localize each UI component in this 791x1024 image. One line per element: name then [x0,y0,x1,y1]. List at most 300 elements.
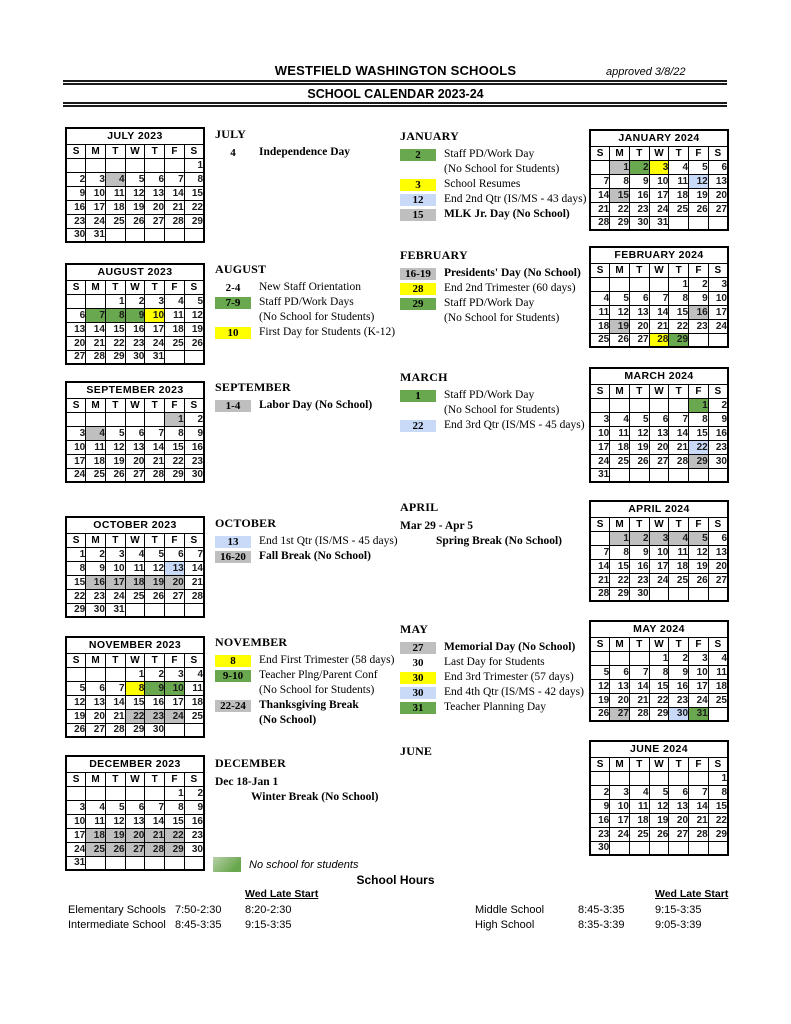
day-of-week-header: T [145,653,165,667]
day-cell [669,398,689,412]
day-cell: 16 [708,426,728,440]
day-cell: 2 [689,277,709,291]
school-hours-table-left [68,888,335,932]
day-cell [184,603,204,617]
day-cell [590,277,610,291]
day-cell: 3 [86,172,106,186]
day-cell: 22 [165,454,185,468]
day-cell [165,158,185,172]
day-cell: 21 [649,319,669,333]
events-august [215,262,403,341]
day-cell: 17 [66,454,86,468]
event-text: New Staff Orientation [259,281,361,293]
event-month-heading: MAY [400,622,429,636]
event-date: 8 [215,655,251,667]
event-date: 1-4 [215,400,251,412]
day-cell: 15 [610,559,630,573]
day-cell: 30 [184,842,204,856]
event-date: 12 [400,194,436,206]
calendar-july-2023 [65,127,205,243]
day-cell: 8 [125,681,145,695]
day-cell: 19 [184,322,204,336]
calendar-august-2023 [65,263,205,365]
day-cell: 25 [86,468,106,482]
event-row [215,296,403,309]
day-cell: 11 [708,665,728,679]
calendar-month-title: FEBRUARY 2024 [590,247,728,263]
day-cell: 10 [610,799,630,813]
event-text: (No School for Students) [444,163,560,175]
day-cell: 19 [105,454,125,468]
mini-calendar-table [589,620,729,722]
day-cell [649,277,669,291]
event-date: 3 [400,179,436,191]
day-cell: 22 [649,693,669,707]
event-row [400,178,588,191]
day-of-week-header: T [669,757,689,771]
day-cell: 29 [669,333,689,347]
day-cell: 28 [629,707,649,721]
day-cell: 25 [708,693,728,707]
day-cell: 11 [610,426,630,440]
day-of-week-header: T [629,757,649,771]
mini-calendar-table [65,636,205,738]
event-date: 4 [230,146,236,159]
calendar-month-title: JANUARY 2024 [590,130,728,146]
day-cell: 23 [125,336,145,350]
day-cell: 7 [629,665,649,679]
day-cell: 1 [708,771,728,785]
day-of-week-header: W [649,757,669,771]
day-cell [689,468,709,482]
no-school-legend-swatch [213,857,241,872]
day-cell: 26 [125,214,145,228]
day-cell [66,667,86,681]
day-cell: 4 [105,172,125,186]
day-cell: 16 [86,575,106,589]
event-row [215,669,403,682]
day-cell [184,350,204,364]
calendar-month-title: SEPTEMBER 2023 [66,382,204,398]
event-date: 22-24 [215,700,251,712]
day-of-week-header: S [708,146,728,160]
day-cell [669,771,689,785]
day-of-week-header: T [105,280,125,294]
day-cell [629,398,649,412]
event-text: Last Day for Students [444,656,545,668]
day-cell: 27 [708,202,728,216]
day-cell [590,651,610,665]
event-date: 2-4 [225,281,241,294]
day-cell: 14 [669,426,689,440]
event-date: 7-9 [215,297,251,309]
day-cell: 10 [165,681,185,695]
day-cell: 20 [629,319,649,333]
event-text: Fall Break (No School) [259,550,371,562]
day-cell: 20 [669,813,689,827]
event-row [400,297,588,310]
day-cell: 22 [689,440,709,454]
event-text: End First Trimester (58 days) [259,654,395,666]
day-cell [590,398,610,412]
day-cell: 13 [649,426,669,440]
event-row [215,326,403,339]
day-cell: 22 [105,336,125,350]
day-cell: 13 [86,695,106,709]
day-cell: 3 [590,412,610,426]
day-cell: 2 [66,172,86,186]
day-cell: 14 [629,679,649,693]
event-row [400,404,588,417]
day-cell: 16 [590,813,610,827]
day-cell: 3 [105,547,125,561]
school-name: WESTFIELD WASHINGTON SCHOOLS [274,63,517,78]
day-cell: 22 [125,709,145,723]
event-date: 30 [400,687,436,699]
day-cell: 6 [125,426,145,440]
calendar-june-2024 [589,740,729,856]
day-cell: 9 [689,291,709,305]
day-of-week-header: W [649,146,669,160]
day-cell: 12 [105,814,125,828]
event-month-heading: JUNE [400,744,433,758]
day-cell: 5 [145,547,165,561]
day-cell: 2 [669,651,689,665]
day-cell: 24 [105,589,125,603]
day-cell: 22 [669,319,689,333]
day-cell: 28 [649,333,669,347]
event-row [400,163,588,176]
events-february [400,248,588,327]
day-cell: 5 [629,412,649,426]
day-cell: 30 [629,216,649,230]
day-cell: 13 [708,174,728,188]
day-cell [145,158,165,172]
day-cell: 29 [165,468,185,482]
day-of-week-header: M [610,517,630,531]
day-cell: 30 [590,841,610,855]
day-cell: 17 [649,559,669,573]
day-cell [125,856,145,870]
day-cell: 28 [145,468,165,482]
day-cell: 9 [708,412,728,426]
events-march [400,370,588,434]
day-cell: 27 [629,333,649,347]
calendar-month-title: MARCH 2024 [590,368,728,384]
day-of-week-header: S [66,533,86,547]
day-cell: 1 [649,651,669,665]
day-cell: 25 [610,454,630,468]
event-row [215,311,403,324]
event-date: 31 [400,702,436,714]
day-cell: 23 [669,693,689,707]
school-hours-name: Middle School [475,904,545,916]
event-row [215,654,403,667]
day-cell: 19 [590,693,610,707]
day-cell: 17 [708,305,728,319]
day-cell: 8 [105,308,125,322]
day-cell: 14 [689,799,709,813]
event-row [400,656,588,669]
day-cell: 24 [66,842,86,856]
day-of-week-header: S [66,280,86,294]
day-cell: 14 [165,186,185,200]
day-cell: 5 [184,294,204,308]
day-cell [629,841,649,855]
day-cell: 6 [708,160,728,174]
event-row [400,208,588,221]
day-of-week-header: S [708,517,728,531]
day-cell: 20 [66,336,86,350]
mini-calendar-table [589,129,729,231]
day-cell: 23 [629,202,649,216]
day-cell: 17 [610,813,630,827]
day-cell [649,841,669,855]
day-cell: 23 [590,827,610,841]
event-text-line: Spring Break (No School) [436,535,562,547]
day-cell: 18 [86,828,106,842]
events-may [400,622,588,716]
day-of-week-header: T [105,772,125,786]
mini-calendar-table [65,127,205,243]
day-cell: 30 [86,603,106,617]
day-of-week-header: M [86,653,106,667]
day-cell: 16 [629,559,649,573]
day-cell: 19 [105,828,125,842]
day-cell: 3 [708,277,728,291]
event-text: End 2nd Qtr (IS/MS - 43 days) [444,193,587,205]
day-of-week-header: T [669,637,689,651]
day-cell: 6 [629,291,649,305]
event-date: 16-20 [215,551,251,563]
day-cell: 10 [66,440,86,454]
day-cell [105,856,125,870]
event-month-heading: JANUARY [400,129,459,143]
day-cell: 5 [125,172,145,186]
day-cell: 25 [86,842,106,856]
day-of-week-header: M [610,384,630,398]
day-of-week-header: T [669,384,689,398]
day-cell: 29 [689,454,709,468]
day-cell: 21 [86,336,106,350]
event-text: (No School for Students) [259,684,375,696]
day-cell: 9 [145,681,165,695]
wed-late-start-header: Wed Late Start [245,888,319,900]
day-cell: 27 [125,468,145,482]
day-of-week-header: M [86,144,106,158]
day-cell: 24 [708,319,728,333]
event-row [400,193,588,206]
day-of-week-header: M [86,533,106,547]
day-cell: 24 [649,573,669,587]
day-cell: 21 [669,440,689,454]
day-cell: 14 [590,188,610,202]
day-cell: 4 [165,294,185,308]
day-cell: 11 [165,308,185,322]
day-cell: 12 [125,186,145,200]
day-cell: 13 [125,440,145,454]
day-cell: 27 [649,454,669,468]
day-cell: 25 [669,573,689,587]
day-cell [125,603,145,617]
day-cell: 18 [125,575,145,589]
day-of-week-header: F [165,144,185,158]
day-cell [708,587,728,601]
day-cell: 12 [689,174,709,188]
event-month-heading: DECEMBER [215,756,286,770]
day-cell: 15 [669,305,689,319]
day-cell [125,228,145,242]
day-of-week-header: S [184,144,204,158]
day-cell: 29 [610,216,630,230]
day-cell: 13 [708,545,728,559]
day-cell: 24 [145,336,165,350]
event-row [215,550,403,563]
day-cell: 18 [184,695,204,709]
day-cell: 8 [610,545,630,559]
day-cell: 4 [669,531,689,545]
day-cell: 18 [669,559,689,573]
day-cell [708,707,728,721]
day-cell [669,216,689,230]
day-of-week-header: T [669,517,689,531]
day-cell [590,531,610,545]
day-cell: 2 [708,398,728,412]
day-of-week-header: S [66,398,86,412]
day-cell [669,587,689,601]
event-row [215,146,403,159]
day-cell: 21 [629,693,649,707]
school-hours-late: 9:05-3:39 [655,919,702,931]
day-cell: 27 [610,707,630,721]
day-cell: 7 [689,785,709,799]
approved-date: approved 3/8/22 [606,66,686,78]
day-cell: 22 [610,573,630,587]
event-row [400,671,588,684]
day-cell: 9 [590,799,610,813]
day-cell: 18 [86,454,106,468]
day-cell [165,603,185,617]
day-of-week-header: F [689,263,709,277]
day-cell: 6 [610,665,630,679]
events-december [215,756,403,805]
day-of-week-header: W [125,772,145,786]
day-of-week-header: S [708,637,728,651]
day-cell: 28 [590,587,610,601]
day-cell: 21 [165,200,185,214]
day-cell: 3 [165,667,185,681]
day-cell: 7 [145,800,165,814]
day-cell: 1 [125,667,145,681]
day-cell: 15 [165,440,185,454]
calendar-month-title: MAY 2024 [590,621,728,637]
day-cell [708,468,728,482]
day-cell: 19 [689,188,709,202]
calendar-march-2024 [589,367,729,483]
event-text: School Resumes [444,178,521,190]
mini-calendar-table [589,740,729,856]
calendar-september-2023 [65,381,205,483]
event-row [400,148,588,161]
day-cell: 6 [649,412,669,426]
day-cell: 19 [629,440,649,454]
day-cell: 24 [165,709,185,723]
day-of-week-header: S [590,384,610,398]
day-cell [610,841,630,855]
day-cell: 23 [86,589,106,603]
day-cell: 2 [590,785,610,799]
day-of-week-header: T [629,517,649,531]
calendar-may-2024 [589,620,729,722]
day-cell: 23 [66,214,86,228]
day-cell: 5 [689,531,709,545]
day-of-week-header: M [86,398,106,412]
event-row [400,419,588,432]
day-cell [649,587,669,601]
day-cell: 15 [649,679,669,693]
event-row [215,535,403,548]
day-cell [125,412,145,426]
event-text: MLK Jr. Day (No School) [444,208,570,220]
day-cell: 27 [708,573,728,587]
event-row [400,686,588,699]
day-cell: 8 [708,785,728,799]
event-date: 27 [400,642,436,654]
day-cell: 5 [590,665,610,679]
day-cell: 16 [669,679,689,693]
day-of-week-header: S [184,533,204,547]
day-cell: 8 [610,174,630,188]
day-of-week-header: W [649,384,669,398]
day-of-week-header: M [86,280,106,294]
day-cell: 28 [689,827,709,841]
day-cell [66,294,86,308]
day-cell [689,333,709,347]
day-cell: 11 [86,814,106,828]
day-cell: 10 [708,291,728,305]
day-cell: 20 [708,559,728,573]
day-cell: 19 [689,559,709,573]
day-of-week-header: W [649,637,669,651]
event-text: (No School for Students) [444,312,560,324]
day-of-week-header: S [184,772,204,786]
events-july [215,127,403,161]
day-cell: 29 [165,842,185,856]
day-cell: 28 [145,842,165,856]
mini-calendar-table [65,516,205,618]
calendar-month-title: DECEMBER 2023 [66,756,204,772]
event-row [400,282,588,295]
day-of-week-header: T [145,398,165,412]
day-of-week-header: W [125,280,145,294]
event-date: 9-10 [215,670,251,682]
day-of-week-header: S [590,263,610,277]
event-text: Thanksgiving Break [259,699,359,711]
event-text: End 3rd Qtr (IS/MS - 45 days) [444,419,585,431]
school-hours-name: Elementary Schools [68,904,166,916]
mini-calendar-table [65,263,205,365]
day-cell [86,158,106,172]
day-cell: 19 [125,200,145,214]
day-cell: 1 [105,294,125,308]
school-hours-regular: 8:45-3:35 [175,919,222,931]
day-cell: 25 [184,709,204,723]
events-september [215,380,403,414]
day-cell: 3 [66,800,86,814]
day-cell: 30 [669,707,689,721]
day-cell: 18 [629,813,649,827]
day-cell [145,228,165,242]
